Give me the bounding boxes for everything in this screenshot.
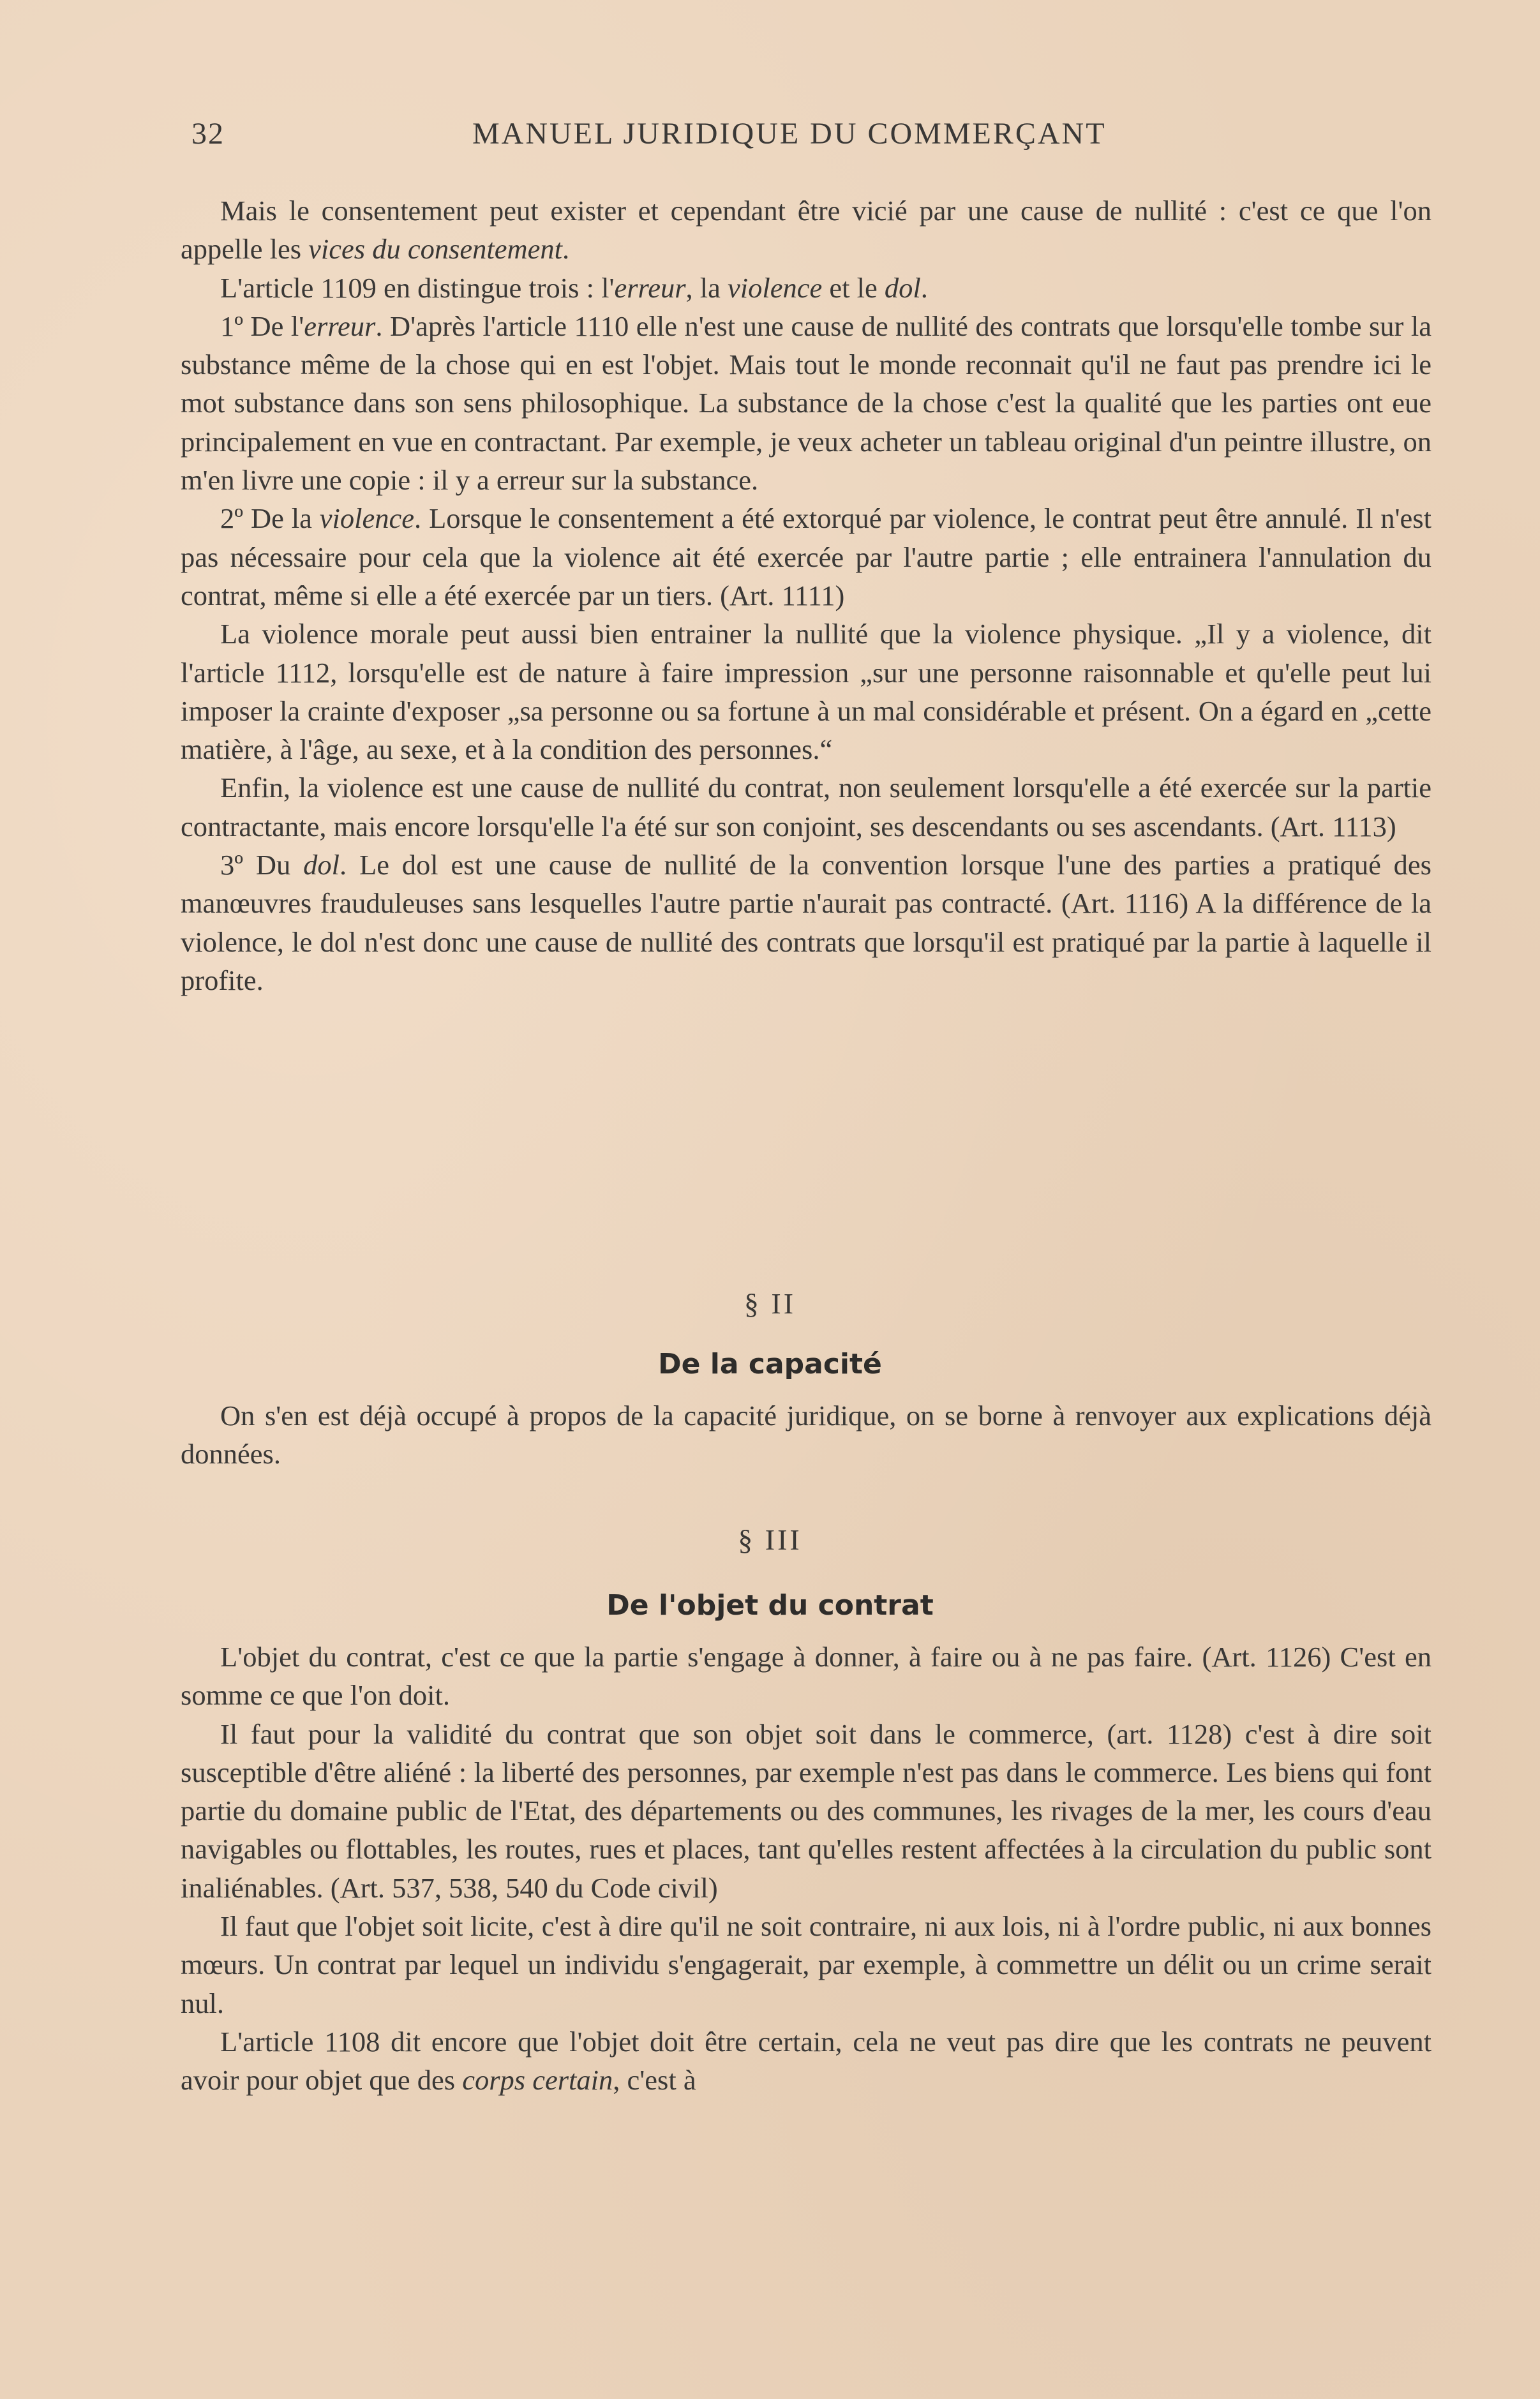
paragraph-objet-licite: Il faut que l'objet soit licite, c'est à dire qu'il ne soit contraire, ni aux lois, ni à l'ordre public, ni aux bonnes mœurs. Un contrat par lequel un individu s'engagerait, par exemple, à commettre un délit ou un crime serait nul. <box>181 1910 1432 2019</box>
paragraph-objet-commerce: Il faut pour la validité du contrat que son objet soit dans le commerce, (art. 1128) c'est à dire soit susceptible d'être aliéné : la liberté des personnes, par exemple n'est pas dans le commerce. Les biens qui font partie du domaine public de l'Etat, des départements ou des communes, les rivages de la mer, les cours d'eau navigables ou flottables, les routes, rues et places, tant qu'elles restent affectées à la circulation du public sont inaliénables. (Art. 537, 538, 540 du Code civil) <box>181 1717 1432 1904</box>
section-title-capacite: De la capacité <box>658 1348 882 1380</box>
objet-text <box>181 1638 1432 2100</box>
paragraph-violence-conjoint: Enfin, la violence est une cause de nullité du contrat, non seulement lorsqu'elle a été exercée sur la partie contractante, mais encore lorsqu'elle l'a été sur son conjoint, ses descendants ou ses ascendants. (Art. 1113) <box>181 772 1432 842</box>
paragraph-objet-certain: L'article 1108 dit encore que l'objet doit être certain, cela ne veut pas dire que les contrats ne peuvent avoir pour objet que des corps certain, c'est à <box>181 2025 1432 2096</box>
page-number: 32 <box>191 117 225 151</box>
paragraph-violence-morale: La violence morale peut aussi bien entrainer la nullité que la violence physique. „Il y a violence, dit l'article 1112, lorsqu'elle est de nature à faire impression „sur une personne raisonnable et qu'elle peut lui imposer la crainte d'exposer „sa personne ou sa fortune à un mal considérable et présent. On a égard en „cette matière, à l'âge, au sexe, et à la condition des personnes.“ <box>181 618 1432 766</box>
paragraph-erreur: 1º De l'erreur. D'après l'article 1110 elle n'est une cause de nullité des contrats que lorsqu'elle tombe sur la substance même de la chose qui en est l'objet. Mais tout le monde reconnait qu'il ne faut pas prendre ici le mot substance dans son sens philosophique. La substance de la chose c'est la qualité que les parties ont eue principalement en vue en contractant. Par exemple, je veux acheter un tableau original d'un peintre illustre, on m'en livre une copie : il y a erreur sur la substance. <box>181 310 1432 497</box>
paragraph-objet-definition: L'objet du contrat, c'est ce que la partie s'engage à donner, à faire ou à ne pas faire. (Art. 1126) C'est en somme ce que l'on doit. <box>181 1641 1432 1712</box>
paragraph-dol: 3º Du dol. Le dol est une cause de nullité de la convention lorsque l'une des parties a pratiqué des manœuvres frauduleuses sans lesquelles l'autre partie n'aurait pas contracté. (Art. 1116) A la différence de la violence, le dol n'est donc une cause de nullité des contrats que lorsqu'il est pratiqué par la partie à laquelle il profite. <box>181 849 1432 996</box>
paragraph-article-1109: L'article 1109 en distingue trois : l'erreur, la violence et le dol. <box>220 271 928 304</box>
paragraph-capacite: On s'en est déjà occupé à propos de la capacité juridique, on se borne à renvoyer aux explications déjà données. <box>181 1400 1432 1470</box>
paragraph-violence: 2º De la violence. Lorsque le consentement a été extorqué par violence, le contrat peut être annulé. Il n'est pas nécessaire pour cela que la violence ait été exercée par l'autre partie ; elle entrainera l'annulation du contrat, même si elle a été exercée par un tiers. (Art. 1111) <box>181 502 1432 611</box>
capacite-text <box>181 1396 1432 1474</box>
paragraph-vices-intro: Mais le consentement peut exister et cependant être vicié par une cause de nullité : c'est ce que l'on appelle les vices du consentement. <box>181 195 1432 265</box>
consent-defects-text <box>181 191 1432 999</box>
section-mark-ii: § II <box>744 1287 796 1320</box>
section-mark-iii: § III <box>738 1523 802 1556</box>
section-title-objet: De l'objet du contrat <box>606 1589 934 1622</box>
running-head <box>191 116 1404 161</box>
running-title: MANUEL JURIDIQUE DU COMMERÇANT <box>472 117 1107 151</box>
